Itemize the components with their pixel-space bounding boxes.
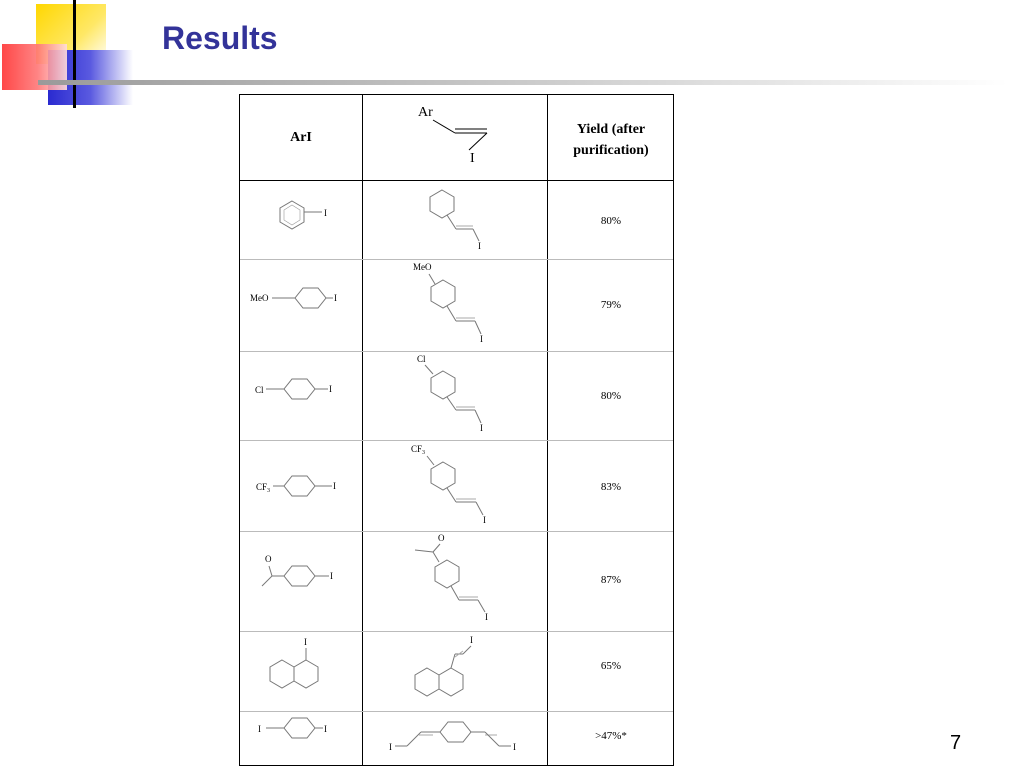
table-row <box>240 260 673 351</box>
svg-text:I: I <box>480 423 483 433</box>
slide-title: Results <box>162 20 278 56</box>
svg-text:Cl: Cl <box>417 354 426 364</box>
svg-text:Cl: Cl <box>255 385 264 395</box>
svg-text:I: I <box>258 724 261 734</box>
svg-text:I: I <box>470 635 473 645</box>
decor-vertical-line <box>73 0 76 108</box>
table-row <box>240 352 673 440</box>
svg-text:I: I <box>334 293 337 303</box>
product-structure <box>363 181 547 259</box>
reactant-structure <box>240 352 362 440</box>
svg-text:I: I <box>513 742 516 752</box>
svg-text:O: O <box>438 533 445 543</box>
reactant-structure <box>240 441 362 531</box>
product-structure <box>363 712 547 767</box>
svg-text:I: I <box>483 515 486 525</box>
table-row <box>240 532 673 631</box>
table-row <box>240 181 673 259</box>
header-product-structure <box>363 95 547 181</box>
product-structure <box>363 260 547 351</box>
yield-value: 87% <box>600 574 622 586</box>
svg-text:I: I <box>324 724 327 734</box>
svg-text:I: I <box>333 481 336 491</box>
yield-value: 80% <box>600 215 622 227</box>
results-table <box>239 94 674 766</box>
page-number: 7 <box>950 732 962 754</box>
title-underline <box>38 80 1008 85</box>
cf3-label: $CF_3$ <box>256 482 271 494</box>
reactant-structure <box>240 632 362 711</box>
product-structure <box>363 441 547 531</box>
svg-text:I: I <box>330 571 333 581</box>
svg-text:I: I <box>478 241 481 251</box>
header-row <box>240 95 673 181</box>
reactant-structure <box>240 532 362 631</box>
svg-text:I: I <box>480 334 483 344</box>
header-yield: Yield (after purification) <box>573 122 649 158</box>
svg-text:I: I <box>389 742 392 752</box>
svg-text:MeO: MeO <box>413 262 432 272</box>
reactant-structure <box>240 181 362 259</box>
product-structure <box>363 352 547 440</box>
table-row <box>240 441 673 531</box>
svg-text:I: I <box>304 637 307 647</box>
header-ar-label: Ar <box>418 105 433 120</box>
svg-text:MeO: MeO <box>250 293 269 303</box>
product-structure <box>363 632 547 711</box>
yield-value: 65% <box>600 660 622 672</box>
svg-text:I: I <box>329 384 332 394</box>
svg-text:I: I <box>485 612 488 622</box>
svg-text:I: I <box>324 208 327 218</box>
header-i-label: I <box>470 151 475 166</box>
reactant-structure <box>240 712 362 767</box>
header-aryl-iodide: ArI <box>290 130 312 145</box>
yield-value: >47%* <box>595 730 627 742</box>
yield-value: 80% <box>600 390 622 402</box>
cf3-label: $CF_3$ <box>411 444 426 456</box>
reactant-structure <box>240 260 362 351</box>
table-row <box>240 712 673 767</box>
product-structure <box>363 532 547 631</box>
table-row <box>240 632 673 711</box>
yield-value: 79% <box>600 299 622 311</box>
yield-value: 83% <box>600 481 622 493</box>
svg-text:O: O <box>265 554 272 564</box>
